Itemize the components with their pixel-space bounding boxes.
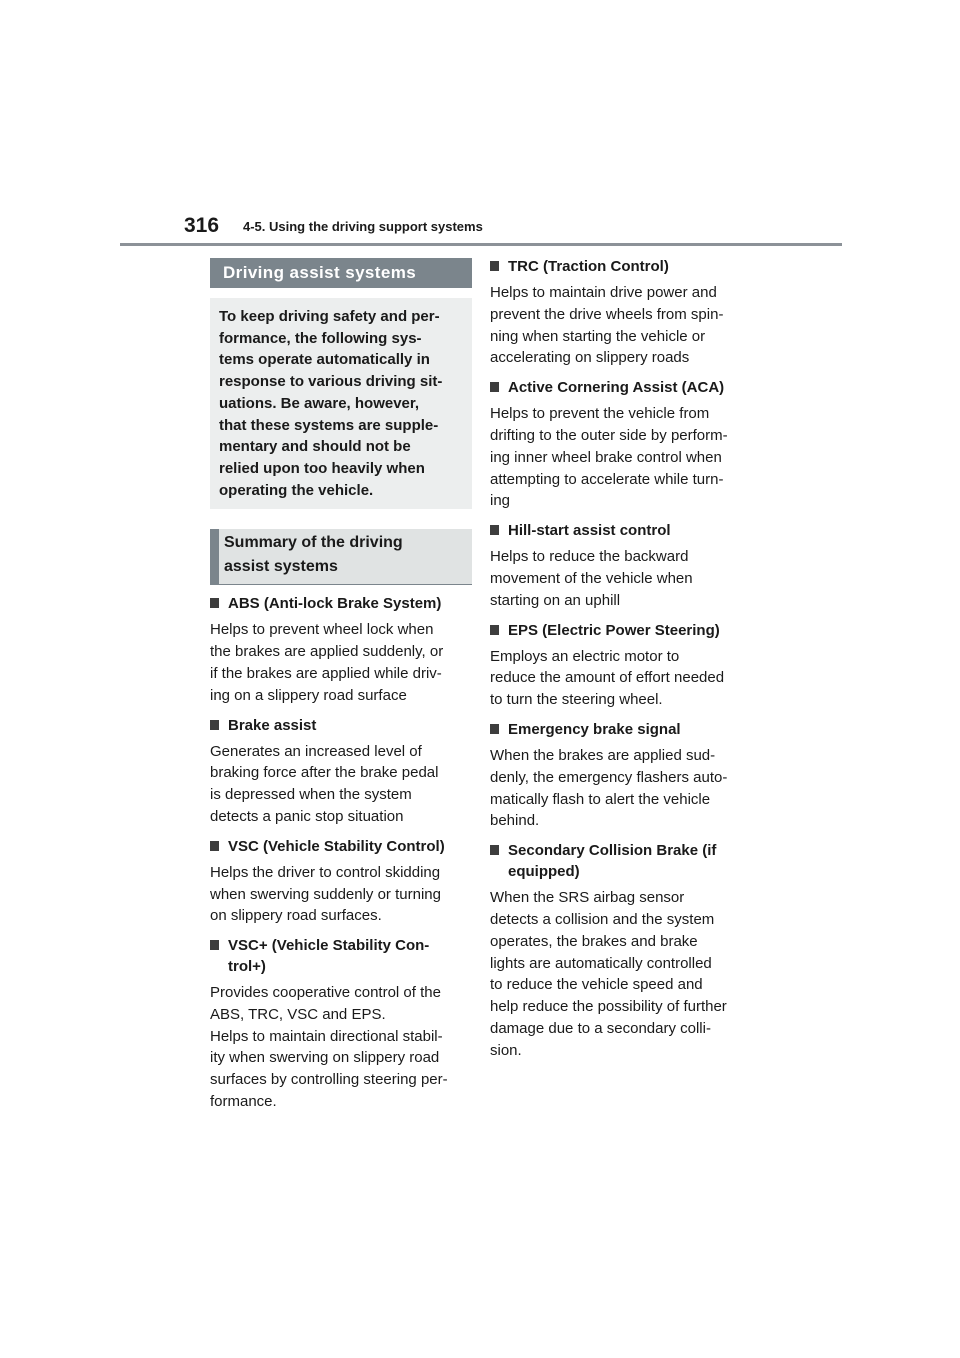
- subheading-line: Summary of the driving: [224, 534, 403, 552]
- square-bullet-icon: [490, 525, 499, 535]
- system-description: [490, 282, 750, 369]
- right-column: [490, 256, 750, 1062]
- description-line: formance.: [210, 1093, 277, 1111]
- system-title: [210, 715, 472, 736]
- intro-line: relied upon too heavily when: [219, 459, 425, 477]
- description-line: matically flash to alert the vehicle: [490, 790, 711, 808]
- system-description: [490, 887, 750, 1061]
- system-title-line: trol+): [228, 958, 266, 976]
- system-description: [210, 619, 472, 706]
- system-section: [490, 620, 750, 711]
- description-line: Helps to prevent wheel lock when: [210, 621, 434, 639]
- system-title: [490, 520, 750, 541]
- description-line: accelerating on slippery roads: [490, 349, 690, 367]
- system-title-line: ABS (Anti-lock Brake System): [228, 595, 442, 613]
- system-section: [490, 719, 750, 832]
- square-bullet-icon: [490, 625, 499, 635]
- system-title-line: VSC+ (Vehicle Stability Con-: [228, 937, 430, 955]
- description-line: detects a collision and the system: [490, 910, 715, 928]
- system-title: [490, 620, 750, 641]
- description-line: the brakes are applied suddenly, or: [210, 643, 444, 661]
- description-line: if the brakes are applied while driv-: [210, 664, 442, 682]
- intro-line: that these systems are supple-: [219, 416, 439, 434]
- system-title-line: Emergency brake signal: [508, 720, 681, 738]
- system-title-line: Hill-start assist control: [508, 522, 671, 540]
- system-description: [490, 646, 750, 711]
- left-column: [210, 256, 472, 1113]
- system-title-line: equipped): [508, 863, 580, 881]
- description-line: prevent the drive wheels from spin-: [490, 305, 724, 323]
- description-line: Helps to maintain directional stabil-: [210, 1027, 443, 1045]
- description-line: drifting to the outer side by perform-: [490, 426, 728, 444]
- description-line: damage due to a secondary colli-: [490, 1019, 711, 1037]
- section-banner: Driving assist systems: [210, 258, 472, 288]
- system-title-line: Active Cornering Assist (ACA): [508, 379, 725, 397]
- description-line: on slippery road surfaces.: [210, 907, 382, 925]
- description-line: operates, the brakes and brake: [490, 932, 698, 950]
- description-line: detects a panic stop situation: [210, 807, 404, 825]
- subheading-summary: [210, 529, 472, 585]
- description-line: ing inner wheel brake control when: [490, 448, 722, 466]
- system-title: [210, 836, 472, 857]
- description-line: starting on an uphill: [490, 591, 621, 609]
- description-line: help reduce the possibility of further: [490, 998, 727, 1016]
- chapter-title: 4-5. Using the driving support systems: [243, 219, 483, 234]
- system-title: [490, 256, 750, 277]
- subheading-line: assist systems: [224, 558, 338, 576]
- description-line: to turn the steering wheel.: [490, 691, 663, 709]
- intro-line: mentary and should not be: [219, 438, 411, 456]
- system-description: [490, 745, 750, 832]
- square-bullet-icon: [490, 724, 499, 734]
- square-bullet-icon: [210, 940, 219, 950]
- square-bullet-icon: [490, 845, 499, 855]
- description-line: braking force after the brake pedal: [210, 764, 439, 782]
- system-section: [210, 593, 472, 706]
- description-line: sion.: [490, 1041, 522, 1059]
- intro-line: uations. Be aware, however,: [219, 394, 420, 412]
- description-line: ity when swerving on slippery road: [210, 1049, 440, 1067]
- description-line: Provides cooperative control of the: [210, 984, 441, 1002]
- description-line: ing on a slippery road surface: [210, 686, 407, 704]
- description-line: Helps to prevent the vehicle from: [490, 405, 710, 423]
- square-bullet-icon: [210, 598, 219, 608]
- system-title-line: VSC (Vehicle Stability Control): [228, 837, 445, 855]
- description-line: When the SRS airbag sensor: [490, 889, 685, 907]
- system-title: [490, 377, 750, 398]
- system-description: [490, 403, 750, 512]
- system-title: [210, 935, 472, 977]
- description-line: denly, the emergency flashers auto-: [490, 768, 728, 786]
- intro-line: formance, the following sys-: [219, 329, 422, 347]
- intro-text: [219, 306, 462, 501]
- description-line: When the brakes are applied sud-: [490, 746, 716, 764]
- intro-line: tems operate automatically in: [219, 351, 430, 369]
- intro-line: response to various driving sit-: [219, 373, 443, 391]
- system-title-line: EPS (Electric Power Steering): [508, 621, 720, 639]
- square-bullet-icon: [210, 720, 219, 730]
- system-title-line: TRC (Traction Control): [508, 258, 669, 275]
- square-bullet-icon: [490, 261, 499, 271]
- right-sections: [490, 256, 750, 1062]
- description-line: Employs an electric motor to: [490, 647, 680, 665]
- description-line: behind.: [490, 812, 540, 830]
- system-section: [490, 520, 750, 611]
- system-section: [490, 256, 750, 369]
- system-title: [490, 840, 750, 882]
- system-title: [490, 719, 750, 740]
- description-line: Generates an increased level of: [210, 742, 422, 760]
- page-number: 316: [184, 214, 220, 237]
- system-section: [490, 840, 750, 1061]
- square-bullet-icon: [490, 382, 499, 392]
- intro-line: operating the vehicle.: [219, 481, 374, 499]
- description-line: Helps the driver to control skidding: [210, 863, 441, 881]
- system-section: [210, 836, 472, 927]
- intro-box: [210, 298, 472, 509]
- system-section: [490, 377, 750, 512]
- system-section: [210, 715, 472, 828]
- intro-line: To keep driving safety and per-: [219, 308, 440, 325]
- system-description: [210, 741, 472, 828]
- description-line: to reduce the vehicle speed and: [490, 976, 703, 994]
- system-title-line: Brake assist: [228, 716, 317, 734]
- square-bullet-icon: [210, 841, 219, 851]
- system-title: [210, 593, 472, 614]
- description-line: when swerving suddenly or turning: [210, 885, 441, 903]
- header-divider: [120, 243, 842, 246]
- description-line: is depressed when the system: [210, 786, 412, 804]
- description-line: movement of the vehicle when: [490, 569, 693, 587]
- system-section: [210, 935, 472, 1113]
- system-description: [490, 546, 750, 611]
- system-title-line: Secondary Collision Brake (if: [508, 842, 717, 860]
- description-line: surfaces by controlling steering per-: [210, 1071, 448, 1089]
- system-description: [210, 862, 472, 927]
- description-line: Helps to reduce the backward: [490, 548, 689, 566]
- description-line: attempting to accelerate while turn-: [490, 470, 724, 488]
- description-line: lights are automatically controlled: [490, 954, 712, 972]
- description-line: ing: [490, 492, 511, 510]
- description-line: ABS, TRC, VSC and EPS.: [210, 1005, 386, 1023]
- description-line: Helps to maintain drive power and: [490, 284, 717, 301]
- system-description: [210, 982, 472, 1113]
- description-line: reduce the amount of effort needed: [490, 669, 725, 687]
- description-line: ning when starting the vehicle or: [490, 327, 706, 345]
- left-sections: [210, 593, 472, 1113]
